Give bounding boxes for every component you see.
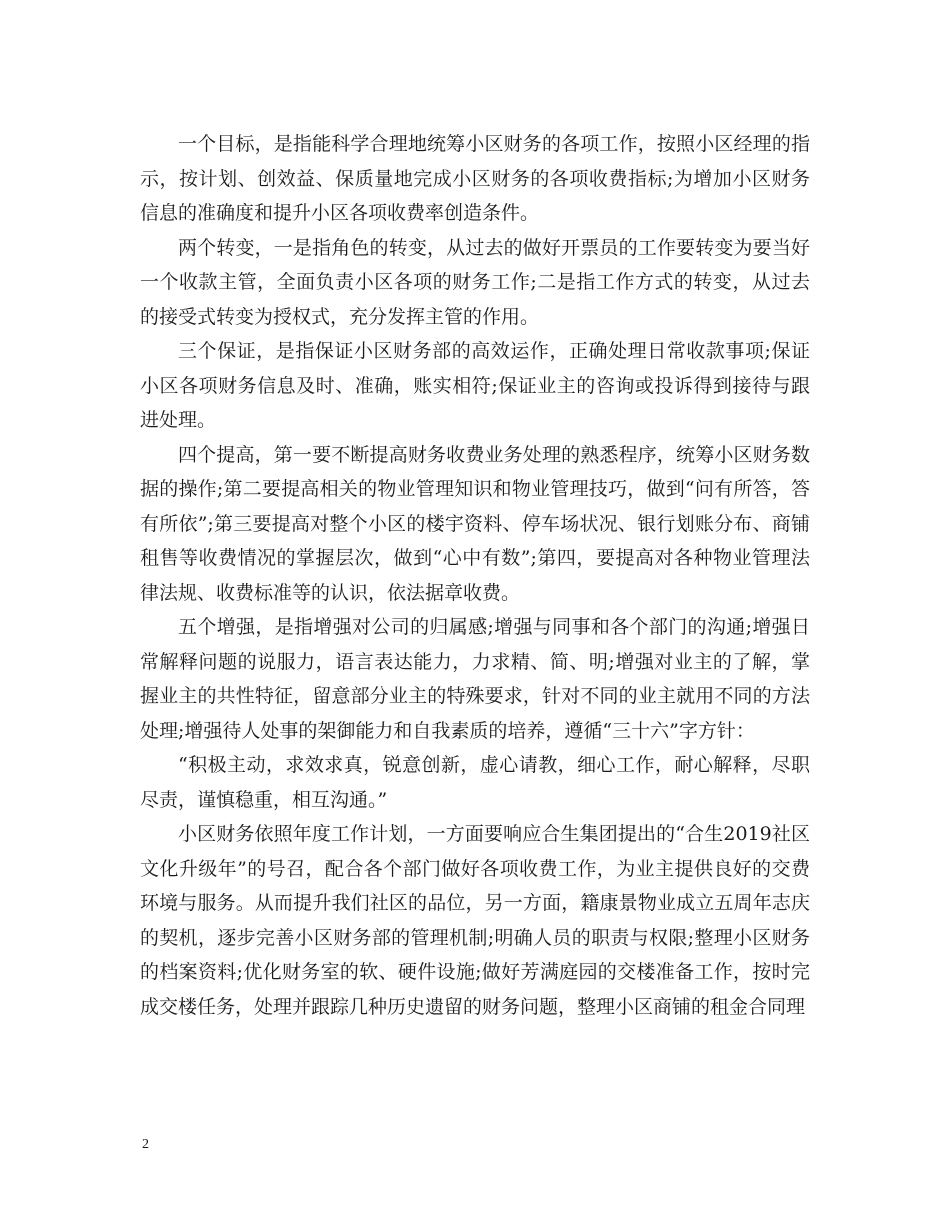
paragraph-annual-plan: 小区财务依照年度工作计划，一方面要响应合生集团提出的“合生2019社区文化升级年”的号召，配合各个部门做好各项收费工作，为业主提供良好的交费环境与服务。从而提升我们社区的品位，另一方面，籍康景物业成立五周年志庆的契机，逐步完善小区财务部的管理机制;明确人员的职责与权限;整理小区财务的档案资料;优化财务室的软、硬件设施;做好芳满庭园的交楼准备工作，按时完成交楼任务，处理并跟踪几种历史遗留的财务问题，整理小区商铺的租金合同理 xyxy=(140,823,810,1018)
page-number: 2 xyxy=(142,1137,149,1152)
paragraph-motto-quote: “积极主动，求效求真，锐意创新，虚心请教，细心工作，耐心解释，尽职尽责，谨慎稳重，相互沟通。” xyxy=(140,754,810,811)
paragraph-two-changes: 两个转变，一是指角色的转变，从过去的做好开票员的工作要转变为要当好一个收款主管，全面负责小区各项的财务工作;二是指工作方式的转变，从过去的接受式转变为授权式，充分发挥主管的作用。 xyxy=(140,236,810,328)
document-body xyxy=(140,127,810,1024)
paragraph-four-improvements: 四个提高，第一要不断提高财务收费业务处理的熟悉程序，统筹小区财务数据的操作;第二要提高相关的物业管理知识和物业管理技巧，做到“问有所答，答有所依”;第三要提高对整个小区的楼宇资料、停车场状况、银行划账分布、商铺租售等收费情况的掌握层次，做到“心中有数”;第四，要提高对各种物业管理法律法规、收费标准等的认识，依法据章收费。 xyxy=(140,443,810,604)
paragraph-one-goal: 一个目标，是指能科学合理地统筹小区财务的各项工作，按照小区经理的指示，按计划、创效益、保质量地完成小区财务的各项收费指标;为增加小区财务信息的准确度和提升小区各项收费率创造条件。 xyxy=(140,133,810,224)
paragraph-three-guarantees: 三个保证，是指保证小区财务部的高效运作，正确处理日常收款事项;保证小区各项财务信息及时、准确，账实相符;保证业主的咨询或投诉得到接待与跟进处理。 xyxy=(140,340,810,431)
paragraph-five-strengthenings: 五个增强，是指增强对公司的归属感;增强与同事和各个部门的沟通;增强日常解释问题的说服力，语言表达能力，力求精、简、明;增强对业主的了解，掌握业主的共性特征，留意部分业主的特殊要求，针对不同的业主就用不同的方法处理;增强待人处事的架御能力和自我素质的培养，遵循“三十六”字方针： xyxy=(140,616,810,742)
